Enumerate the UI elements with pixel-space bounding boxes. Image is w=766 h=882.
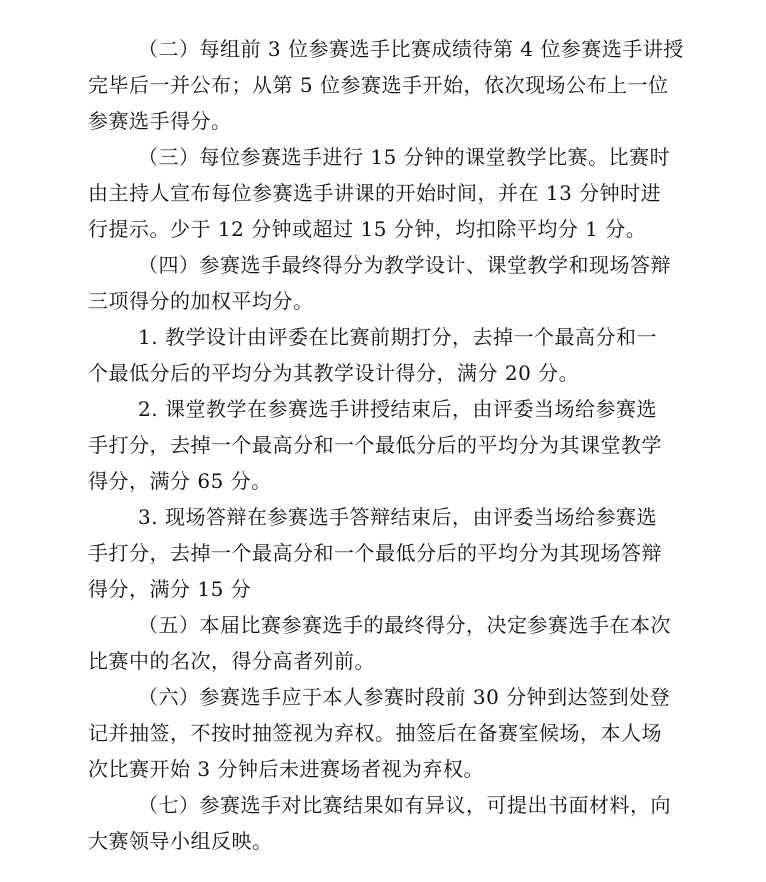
text-line: 由主持人宣布每位参赛选手讲课的开始时间，并在 13 分钟时进 (88, 181, 662, 205)
text-line: 手打分，去掉一个最高分和一个最低分后的平均分为其课堂教学 (88, 433, 662, 457)
text-line: 记并抽签，不按时抽签视为弃权。抽签后在备赛室候场，本人场 (88, 721, 662, 745)
text-line: 大赛领导小组反映。 (88, 829, 273, 853)
text-line: 三项得分的加权平均分。 (88, 289, 314, 313)
text-line: 得分，满分 65 分。 (88, 469, 272, 493)
text-line: 2. 课堂教学在参赛选手讲授结束后，由评委当场给参赛选 (138, 397, 657, 421)
text-line: 参赛选手得分。 (88, 109, 232, 133)
text-line: 次比赛开始 3 分钟后未进赛场者视为弃权。 (88, 757, 484, 781)
text-line: 行提示。少于 12 分钟或超过 15 分钟，均扣除平均分 1 分。 (88, 217, 647, 241)
text-line: （七）参赛选手对比赛结果如有异议，可提出书面材料，向 (138, 793, 671, 817)
text-line: 个最低分后的平均分为其教学设计得分，满分 20 分。 (88, 361, 580, 385)
text-line: （五）本届比赛参赛选手的最终得分，决定参赛选手在本次 (138, 613, 671, 637)
text-line: （四）参赛选手最终得分为教学设计、课堂教学和现场答辩 (138, 253, 671, 277)
text-line: 3. 现场答辩在参赛选手答辩结束后，由评委当场给参赛选 (138, 505, 657, 529)
text-line: 得分，满分 15 分 (88, 577, 252, 601)
text-line: 比赛中的名次，得分高者列前。 (88, 649, 375, 673)
text-line: 1. 教学设计由评委在比赛前期打分，去掉一个最高分和一 (138, 325, 657, 349)
text-line: （三）每位参赛选手进行 15 分钟的课堂教学比赛。比赛时 (138, 145, 671, 169)
text-line: 完毕后一并公布；从第 5 位参赛选手开始，依次现场公布上一位 (88, 73, 669, 97)
text-line: 手打分，去掉一个最高分和一个最低分后的平均分为其现场答辩 (88, 541, 662, 565)
text-line: （二）每组前 3 位参赛选手比赛成绩待第 4 位参赛选手讲授 (138, 37, 684, 61)
text-line: （六）参赛选手应于本人参赛时段前 30 分钟到达签到处登 (138, 685, 671, 709)
